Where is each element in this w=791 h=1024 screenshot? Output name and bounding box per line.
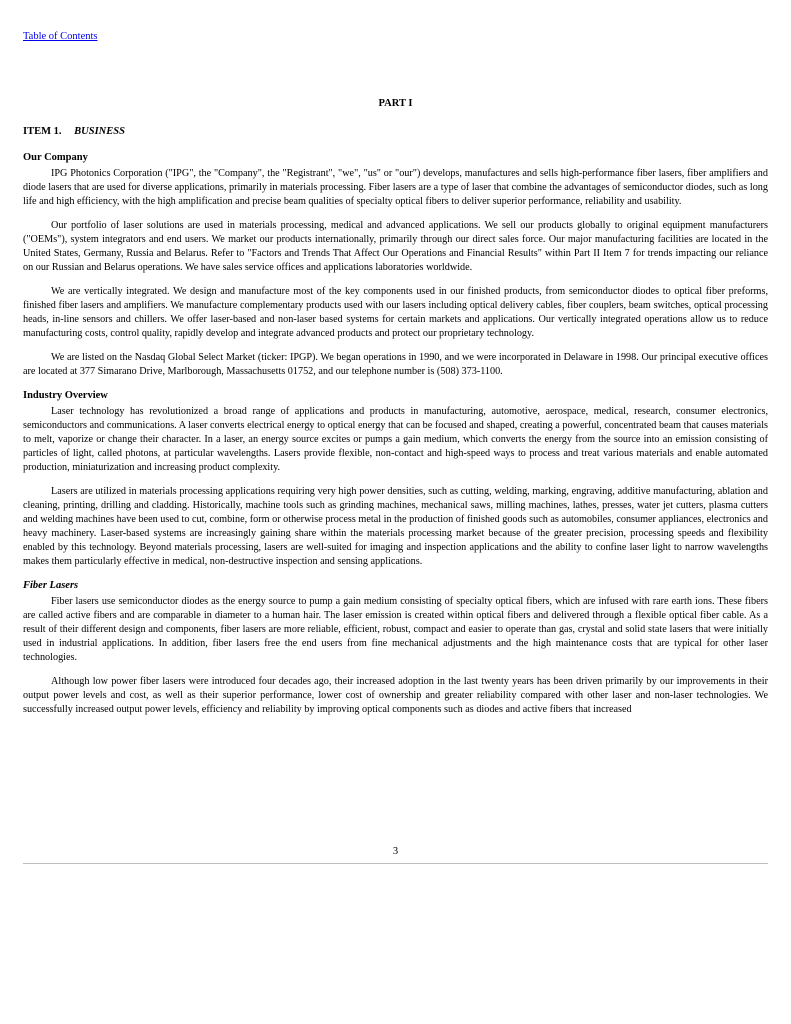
table-of-contents-link[interactable]: Table of Contents bbox=[23, 31, 98, 42]
paragraph: Although low power fiber lasers were introduced four decades ago, their increased adoption in the last twenty years has been driven primarily by our improvements in their output power levels and cost, as well as their superior performance, lower cost of ownership and greater reliability compared with other laser and non-laser technologies. We successfully increased output power levels, efficiency and reliability by improving optical components such as diodes and active fibers that increased bbox=[23, 676, 768, 715]
section-heading-industry-overview: Industry Overview bbox=[23, 390, 108, 401]
page-content bbox=[23, 97, 768, 727]
paragraph: Laser technology has revolutionized a broad range of applications and products in manufacturing, automotive, aerospace, medical, research, consumer electronics, semiconductors and communications. A laser converts electrical energy to optical energy that can be focused and shaped, creating a powerful, concentrated beam that causes materials to melt, vaporize or change their character. In a laser, an energy source excites or pumps a gain medium, which converts the energy from the source into an emission consisting of particles of light, called photons, at particular wavelengths. Lasers provide flexible, non-contact and high-speed ways to process and treat various materials and enable automated production, miniaturization and increasing product complexity. bbox=[23, 406, 768, 473]
section-heading-our-company: Our Company bbox=[23, 152, 88, 163]
paragraph: IPG Photonics Corporation ("IPG", the "Company", the "Registrant", "we", "us" or "our") develops, manufactures and sells high-performance fiber lasers, fiber amplifiers and diode lasers that are used for diverse applications, primarily in materials processing. Fiber lasers are a type of laser that combine the advantages of semiconductor diodes, such as long life and high efficiency, with the high amplification and precise beam qualities of specialty optical fibers to deliver superior performance, reliability and usability. bbox=[23, 168, 768, 207]
paragraph: We are vertically integrated. We design and manufacture most of the key components used in our finished products, from semiconductor diodes to optical fiber preforms, finished fiber lasers and amplifiers. We manufacture complementary products used with our lasers including optical delivery cables, fiber couplers, beam switches, optical processing heads, in-line sensors and chillers. We offer laser-based and non-laser based systems for certain markets and applications. Our vertically integrated operations allow us to reduce manufacturing costs, control quality, rapidly develop and integrate advanced products and protect our proprietary technology. bbox=[23, 286, 768, 339]
page-number: 3 bbox=[392, 846, 399, 857]
part-heading: PART I bbox=[378, 98, 413, 109]
paragraph: We are listed on the Nasdaq Global Select Market (ticker: IPGP). We began operations in 1990, and we were incorporated in Delaware in 1998. Our principal executive offices are located at 377 Simarano Drive, Marlborough, Massachusetts 01752, and our telephone number is (508) 373-1100. bbox=[23, 352, 768, 377]
section-heading-fiber-lasers: Fiber Lasers bbox=[23, 580, 79, 591]
paragraph: Fiber lasers use semiconductor diodes as the energy source to pump a gain medium consisting of specialty optical fibers, which are infused with rare earth ions. These fibers are called active fibers and are comparable in diameter to a human hair. The laser emission is created within optical fibers and delivered through a flexible optical fiber cable. As a result of their different design and components, fiber lasers are more reliable, efficient, robust, compact and easier to operate than gas, crystal and solid state lasers that were initially used in industrial applications. In addition, fiber lasers free the end users from fine mechanical adjustments and the high maintenance costs that are typical for other laser technologies. bbox=[23, 596, 768, 663]
item-number: ITEM 1. bbox=[23, 126, 62, 137]
footer-divider bbox=[23, 863, 768, 864]
item-heading bbox=[23, 125, 768, 139]
paragraph: Lasers are utilized in materials processing applications requiring very high power densities, such as cutting, welding, marking, engraving, additive manufacturing, ablation and cleaning, printing, drilling and cladding. Historically, machine tools such as grinding machines, mechanical saws, milling machines, lathes, presses, water jet cutters, plasma cutters and welding machines have been used to cut, combine, form or otherwise process metal in the production of finished goods such as automobiles, consumer appliances, electronics and heavy machinery. Laser-based systems are increasingly gaining share within the materials processing market because of the greater precision, processing speeds and flexibility enabled by this technology. Beyond materials processing, lasers are well-suited for imaging and inspection applications and the ability to confine laser light to narrow wavelengths makes them particularly effective in medical, non-destructive inspection and sensing applications. bbox=[23, 486, 768, 567]
paragraph: Our portfolio of laser solutions are used in materials processing, medical and advanced applications. We sell our products globally to original equipment manufacturers ("OEMs"), system integrators and end users. We market our products internationally, primarily through our direct sales force. Our major manufacturing facilities are located in the United States, Germany, Russia and Belarus. Refer to "Factors and Trends That Affect Our Operations and Financial Results" within Part II Item 7 for trends impacting our reliance on our Russian and Belarus operations. We have sales service offices and applications laboratories worldwide. bbox=[23, 220, 768, 273]
item-title: BUSINESS bbox=[74, 126, 125, 137]
